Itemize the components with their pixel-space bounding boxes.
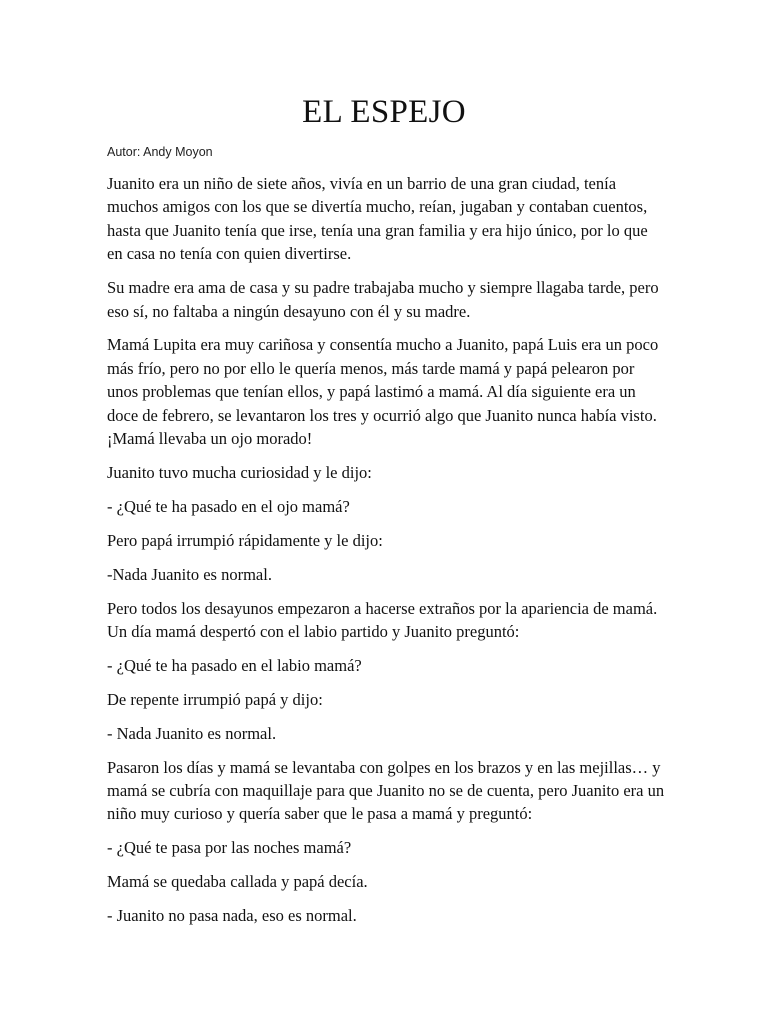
document-title: EL ESPEJO bbox=[302, 94, 466, 130]
paragraph: Juanito tuvo mucha curiosidad y le dijo: bbox=[107, 462, 372, 482]
paragraph: Juanito era un niño de siete años, vivía en un barrio de una gran ciudad, tenía muchos amigos con los que se divertía mucho, reían, jugaban y contaban cuentos, hasta que Juanito tenía que irse, tenía una gran familia y era hijo único, por lo que en casa no tenía con quien divertirse. bbox=[107, 174, 648, 264]
paragraph: Mamá se quedaba callada y papá decía. bbox=[107, 872, 368, 892]
paragraph: Pasaron los días y mamá se levantaba con golpes en los brazos y en las mejillas… y mamá se cubría con maquillaje para que Juanito no se de cuenta, pero Juanito era un niño muy curioso y quería saber que le pasa a mamá y preguntó: bbox=[107, 757, 665, 824]
dialogue-line: - Juanito no pasa nada, eso es normal. bbox=[107, 906, 357, 926]
dialogue-line: - ¿Qué te pasa por las noches mamá? bbox=[107, 838, 352, 858]
dialogue-line: - ¿Qué te ha pasado en el ojo mamá? bbox=[107, 496, 350, 516]
dialogue-line: - ¿Qué te ha pasado en el labio mamá? bbox=[107, 655, 362, 675]
dialogue-line: - Nada Juanito es normal. bbox=[107, 723, 277, 743]
paragraph: Su madre era ama de casa y su padre trabajaba mucho y siempre llagaba tarde, pero eso sí, no faltaba a ningún desayuno con él y su madre. bbox=[107, 278, 659, 321]
paragraph: Mamá Lupita era muy cariñosa y consentía mucho a Juanito, papá Luis era un poco más frío, pero no por ello le quería menos, más tarde mamá y papá pelearon por unos problemas que tenían ellos, y papá lastimó a mamá. Al día siguiente era un doce de febrero, se levantaron los tres y ocurrió algo que Juanito nunca había visto. ¡Mamá llevaba un ojo morado! bbox=[107, 335, 659, 449]
paragraph: Pero papá irrumpió rápidamente y le dijo: bbox=[107, 530, 383, 550]
paragraph: De repente irrumpió papá y dijo: bbox=[107, 689, 323, 709]
dialogue-line: -Nada Juanito es normal. bbox=[107, 564, 272, 584]
author-line: Autor: Andy Moyon bbox=[107, 145, 213, 159]
paragraph: Pero todos los desayunos empezaron a hacerse extraños por la apariencia de mamá. Un día mamá despertó con el labio partido y Juanito preguntó: bbox=[107, 598, 658, 641]
document-body bbox=[107, 172, 667, 938]
